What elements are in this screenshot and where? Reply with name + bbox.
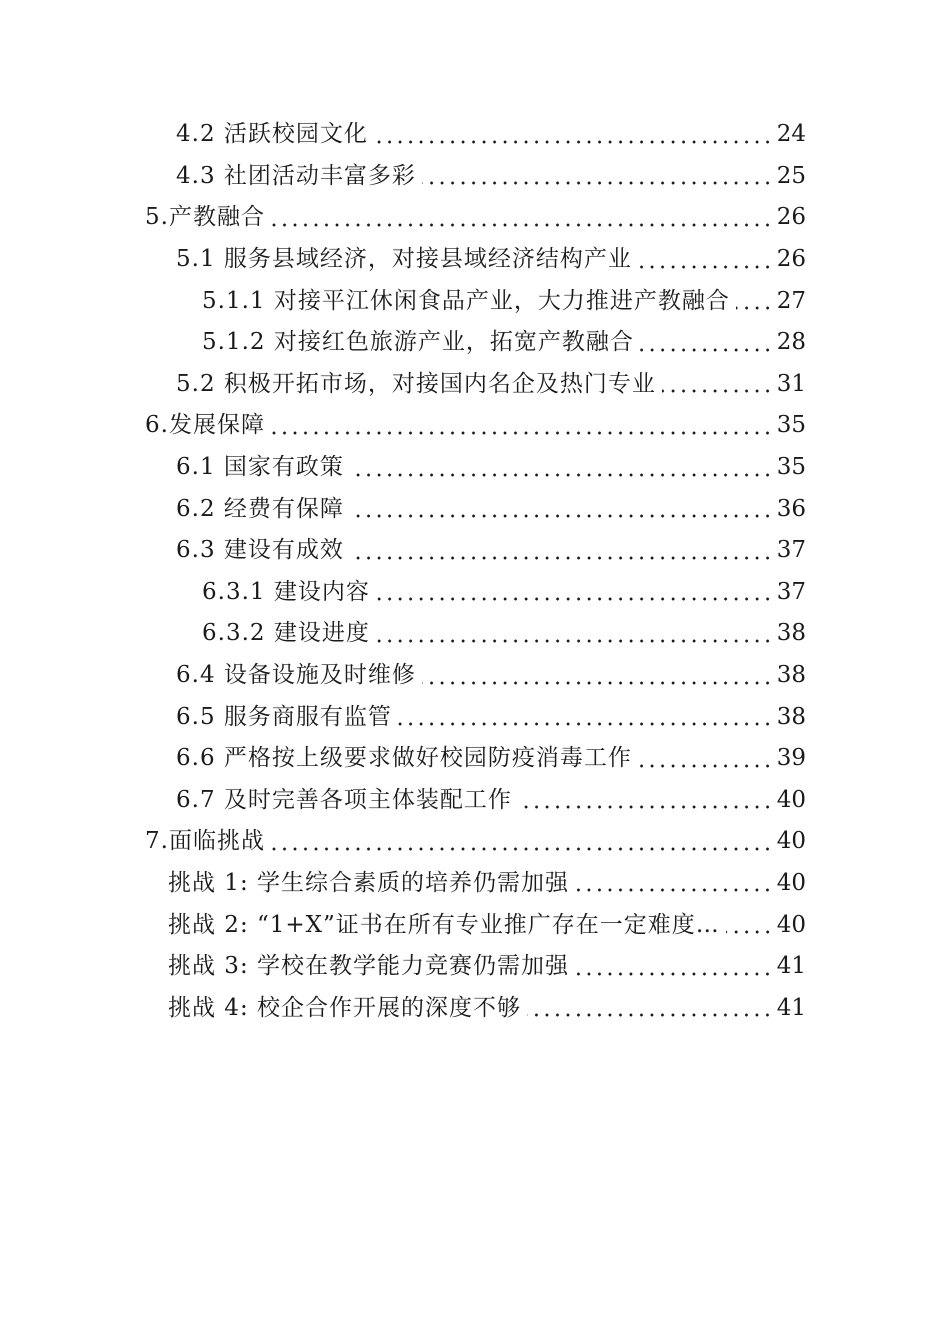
toc-entry-title: 5.1 服务县域经济，对接县域经济结构产业 <box>176 246 632 273</box>
toc-entry-title: 5.1.1 对接平江休闲食品产业，大力推进产教融合 <box>202 287 730 314</box>
toc-entry-title: 6.5 服务商服有监管 <box>176 703 392 730</box>
toc-dot-leader <box>640 348 773 352</box>
toc-dot-leader <box>271 223 773 227</box>
toc-page-number: 37 <box>776 578 806 605</box>
toc-entry[interactable] <box>0 821 950 863</box>
toc-dot-leader <box>662 389 773 393</box>
toc-page-number: 36 <box>776 495 806 522</box>
toc-entry[interactable] <box>0 447 950 489</box>
toc-entry-title: 5.产教融合 <box>145 204 265 231</box>
toc-entry[interactable] <box>0 280 950 322</box>
toc-entry-title: 6.3.1 建设内容 <box>202 578 370 605</box>
toc-entry-title: 6.4 设备设施及时维修 <box>176 662 416 689</box>
toc-entry[interactable] <box>0 239 950 281</box>
toc-dot-leader <box>736 306 773 310</box>
toc-page-number: 40 <box>776 786 806 813</box>
toc-entry[interactable] <box>0 156 950 198</box>
toc-entry[interactable] <box>0 613 950 655</box>
toc-entry-title: 挑战 4: 校企合作开展的深度不够 <box>168 994 522 1021</box>
toc-entry[interactable] <box>0 364 950 406</box>
toc-dot-leader <box>271 847 773 851</box>
toc-dot-leader <box>422 681 773 685</box>
toc-entry-title: 4.3 社团活动丰富多彩 <box>176 162 416 189</box>
toc-page-number: 38 <box>776 620 806 647</box>
toc-dot-leader <box>527 1013 773 1017</box>
toc-page-number: 24 <box>776 121 806 148</box>
toc-entry[interactable] <box>0 946 950 988</box>
toc-entry-title: 6.7 及时完善各项主体装配工作 <box>176 786 512 813</box>
toc-page-number: 35 <box>776 454 806 481</box>
toc-dot-leader <box>638 764 773 768</box>
toc-entry[interactable] <box>0 405 950 447</box>
toc-dot-leader <box>271 431 773 435</box>
toc-dot-leader <box>575 888 773 892</box>
toc-entry[interactable] <box>0 197 950 239</box>
toc-entry[interactable] <box>0 780 950 822</box>
toc-page-number: 40 <box>776 869 806 896</box>
toc-entry-title: 4.2 活跃校园文化 <box>176 121 368 148</box>
toc-page-number: 26 <box>776 204 806 231</box>
toc-dot-leader <box>376 639 773 643</box>
toc-page-number: 37 <box>776 537 806 564</box>
toc-page-number: 41 <box>776 994 806 1021</box>
toc-dot-leader <box>350 556 773 560</box>
toc-entry[interactable] <box>0 322 950 364</box>
toc-page-number: 28 <box>776 329 806 356</box>
toc-entry-title: 挑战 2: “1+X”证书在所有专业推广存在一定难度… <box>168 911 720 938</box>
toc-entry-title: 6.2 经费有保障 <box>176 495 344 522</box>
toc-entry-title: 5.1.2 对接红色旅游产业，拓宽产教融合 <box>202 329 634 356</box>
toc-dot-leader <box>422 181 773 185</box>
toc-page-number: 31 <box>776 370 806 397</box>
toc-page-number: 25 <box>776 162 806 189</box>
toc-dot-leader <box>398 722 773 726</box>
toc-entry[interactable] <box>0 488 950 530</box>
toc-entry-title: 7.面临挑战 <box>145 828 265 855</box>
toc-dot-leader <box>350 473 773 477</box>
toc-entry[interactable] <box>0 696 950 738</box>
toc-entry-title: 5.2 积极开拓市场，对接国内名企及热门专业 <box>176 370 656 397</box>
toc-dot-leader <box>726 930 773 934</box>
toc-page-number: 40 <box>776 911 806 938</box>
toc-entry-title: 挑战 1: 学生综合素质的培养仍需加强 <box>168 869 570 896</box>
toc-page-number: 26 <box>776 246 806 273</box>
toc-entry[interactable] <box>0 987 950 1029</box>
toc-entry-title: 6.1 国家有政策 <box>176 454 344 481</box>
toc-entry[interactable] <box>0 572 950 614</box>
toc-dot-leader <box>376 597 773 601</box>
table-of-contents <box>0 114 950 1029</box>
toc-entry-title: 挑战 3: 学校在教学能力竞赛仍需加强 <box>168 953 570 980</box>
toc-dot-leader <box>518 805 773 809</box>
toc-entry-title: 6.发展保障 <box>145 412 265 439</box>
toc-page-number: 35 <box>776 412 806 439</box>
toc-dot-leader <box>638 265 773 269</box>
toc-entry-title: 6.3.2 建设进度 <box>202 620 370 647</box>
toc-dot-leader <box>374 140 773 144</box>
toc-dot-leader <box>350 514 773 518</box>
toc-page-number: 40 <box>776 828 806 855</box>
toc-page-number: 38 <box>776 662 806 689</box>
toc-entry[interactable] <box>0 904 950 946</box>
toc-entry[interactable] <box>0 863 950 905</box>
toc-page-number: 27 <box>776 287 806 314</box>
toc-page-number: 41 <box>776 953 806 980</box>
toc-page-number: 39 <box>776 745 806 772</box>
toc-entry-title: 6.6 严格按上级要求做好校园防疫消毒工作 <box>176 745 632 772</box>
toc-entry[interactable] <box>0 530 950 572</box>
toc-dot-leader <box>575 972 773 976</box>
toc-entry-title: 6.3 建设有成效 <box>176 537 344 564</box>
toc-entry[interactable] <box>0 655 950 697</box>
toc-page-number: 38 <box>776 703 806 730</box>
toc-entry[interactable] <box>0 738 950 780</box>
toc-entry[interactable] <box>0 114 950 156</box>
